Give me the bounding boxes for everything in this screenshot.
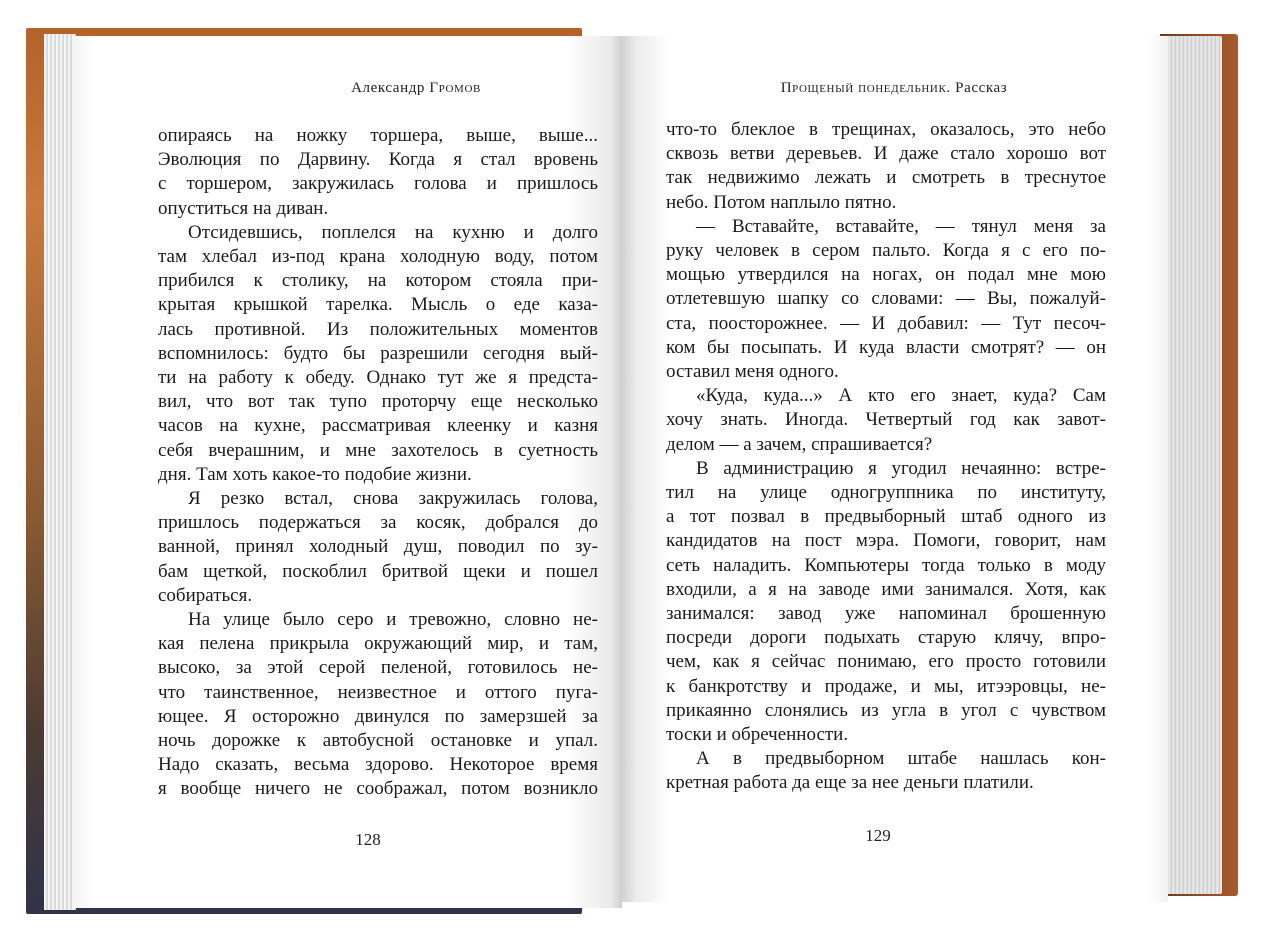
text-line: ванной, принял холодный душ, поводил по зу- [158,536,598,558]
author-first-name: Александр [351,80,426,96]
text-line: Надо сказать, весьма здорово. Некоторое время [158,754,598,776]
text-line: — Вставайте, вставайте, — тянул меня за [696,215,1106,237]
running-head-title [620,80,1168,97]
text-line: На улице было серо и тревожно, словно не- [188,609,598,631]
text-line: Эволюция по Дарвину. Когда я стал вровень [158,149,598,171]
text-line: тоски и обреченности. [666,724,849,746]
text-line: посреди дороги подыхать старую клячу, впро- [666,627,1106,649]
text-line: прикаянно слонялись из угла в угол с чувством [666,699,1106,721]
text-line: часов на кухне, рассматривая клеенку и казня [158,415,598,437]
text-line: там хлебал из-под крана холодную воду, потом [158,246,598,268]
right-page-text [666,118,1106,796]
text-line: так недвижимо лежать и смотреть в треснутое [666,167,1106,189]
text-line: В администрацию я угодил нечаянно: встре- [696,457,1106,479]
text-line: отлетевшую шапку со словами: — Вы, пожалуй- [666,288,1106,310]
text-line: сеть наладить. Компьютеры тогда только в моду [666,554,1106,576]
text-line: ночь дорожке к автобусной остановке и упал. [158,730,598,752]
text-line: прибился к столику, на котором стояла при- [158,270,598,292]
text-line: входили, а я на заводе ими занимался. Хотя, как [666,578,1106,600]
text-line: что-то блеклое в трещинах, оказалось, это небо [666,119,1106,140]
text-line: делом — а зачем, спрашивается? [666,433,933,455]
text-line: высоко, за этой серой пеленой, готовилось не- [158,657,598,679]
text-line: себя вчерашним, и мне захотелось в суетность [158,439,598,461]
text-line: хочу знать. Иногда. Четвертый год как завот- [666,409,1106,431]
text-line: крытая крышкой тарелка. Мысль о еде каза- [158,294,598,316]
text-line: бам щеткой, поскоблил бритвой щеки и пошел [158,560,598,582]
text-line: дня. Там хоть какое-то подобие жизни. [158,463,472,485]
text-line: вил, что вот так тупо проторчу еще несколько [158,391,598,413]
text-line: сквозь ветви деревьев. И даже стало хорошо вот [666,143,1106,165]
text-line: ста, поосторожнее. — И добавил: — Тут песоч- [666,312,1106,334]
text-line: кретная работа да еще за нее деньги платили. [666,772,1034,794]
text-line: кая пелена прикрыла окружающий мир, и там, [158,633,598,655]
text-line: а тот позвал в предвыборный штаб одного из [666,506,1106,528]
text-line: небо. Потом наплыло пятно. [666,191,897,213]
text-line: что таинственное, неизвестное и оттого пуга- [158,681,598,703]
text-line: вспомнилось: будто бы разрешили сегодня вый- [158,342,598,364]
text-line: руку человек в сером пальто. Когда я с его по- [666,240,1106,262]
text-line: кандидатов на пост мэра. Помоги, говорит, нам [666,530,1106,552]
text-line: чем, как я сейчас понимаю, его просто готовили [666,651,1106,673]
text-line: лась противной. Из положительных моментов [158,318,598,340]
text-line: А в предвыборном штабе нашлась кон- [696,748,1106,770]
story-title: Прощеный понедельник [780,80,947,96]
left-page-text [158,124,598,802]
page-number: 129 [865,826,891,845]
text-line: занимался: завод уже напоминал брошенную [666,603,1106,625]
text-line: Я резко встал, снова закружилась голова, [188,488,598,510]
running-head-author [286,80,546,97]
text-line: к банкротству и продаже, и мы, итээровцы, не- [666,675,1106,697]
story-genre: . Рассказ [946,80,1008,96]
text-line: ти на работу к обеду. Однако тут же я предста- [158,367,598,389]
text-line: опираясь на ножку торшера, выше, выше... [158,125,598,146]
text-line: я вообще ничего не соображал, потом возникло [158,778,598,800]
text-line: ком бы посыпать. И куда власти смотрят? — он [666,336,1106,358]
page-edges-right [1160,36,1222,894]
text-line: Отсидевшись, поплелся на кухню и долго [188,221,598,243]
text-line: с торшером, закружилась голова и пришлось [158,173,598,195]
text-line: оставил меня одного. [666,361,839,383]
text-line: ющее. Я осторожно двинулся по замерзшей за [158,705,598,727]
text-line: опуститься на диван. [158,197,329,219]
right-page [620,36,1168,902]
text-line: тил на улице одногруппника по институту, [666,482,1106,504]
text-line: мощью утвердился на ногах, он подал мне мою [666,264,1106,286]
text-line: пришлось подержаться за косяк, добрался до [158,512,598,534]
left-page [72,36,622,908]
page-number: 128 [355,830,381,849]
text-line: «Куда, куда...» А кто его знает, куда? Сам [696,385,1106,407]
author-last-name: Громов [429,80,481,96]
text-line: собираться. [158,584,253,606]
